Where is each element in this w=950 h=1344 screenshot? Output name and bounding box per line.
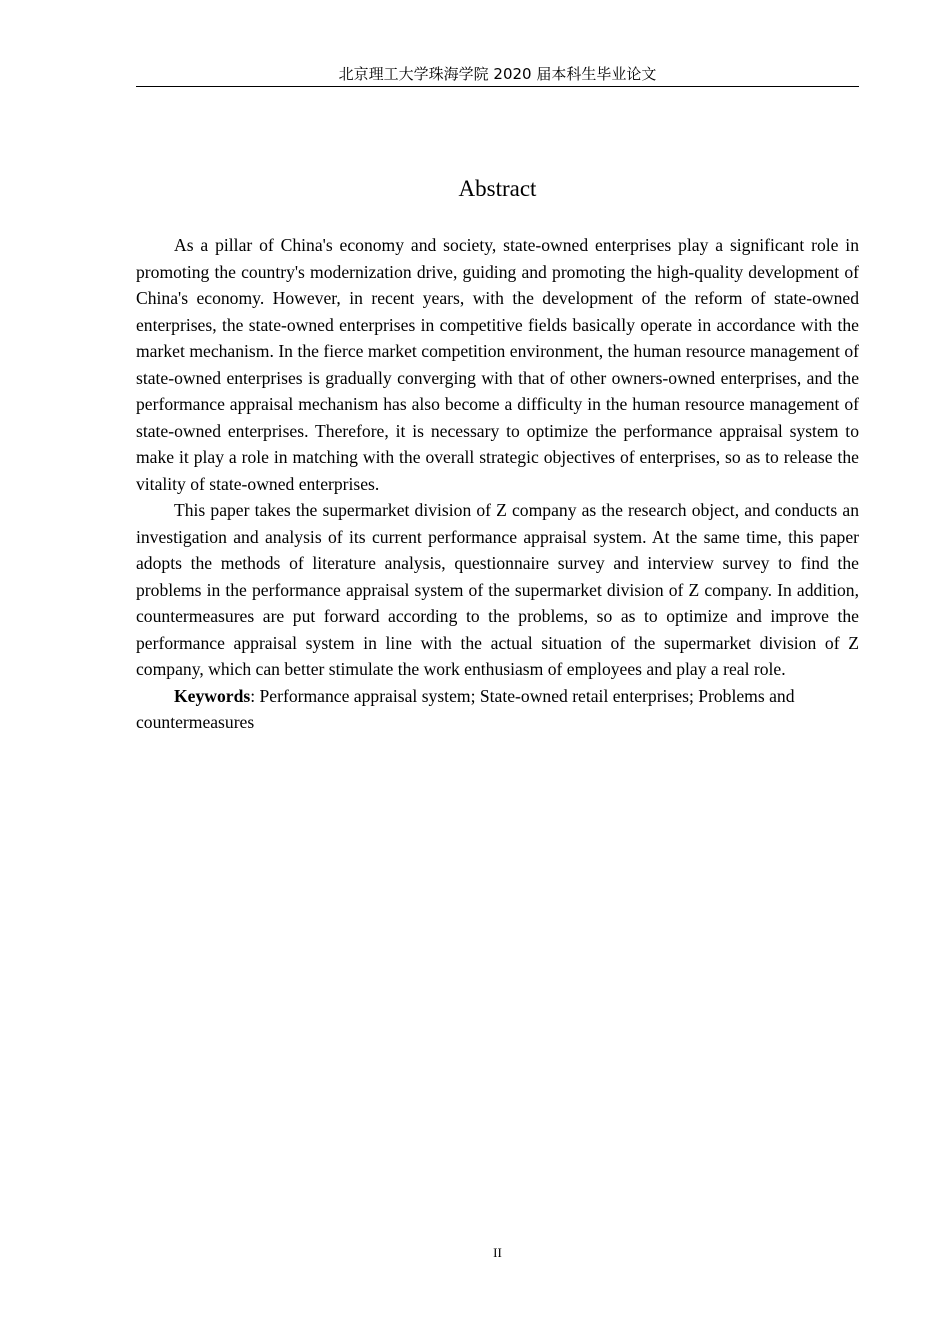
running-header: 北京理工大学珠海学院 2020 届本科生毕业论文 [338, 65, 657, 83]
keywords-label: Keywords [174, 685, 251, 706]
keywords-text: : Performance appraisal system; State-owned retail enterprises; Problems and countermeasures [136, 685, 795, 732]
page-number: II [493, 1245, 502, 1260]
header-rule [136, 86, 859, 87]
abstract-body [136, 232, 859, 736]
abstract-paragraph-2: This paper takes the supermarket division of Z company as the research object, and conducts an investigation and analysis of its current performance appraisal system. At the same time, this paper adopts the methods of literature analysis, questionnaire survey and interview survey to find the problems in the performance appraisal system of the supermarket division of Z company. In addition, countermeasures are put forward according to the problems, so as to optimize and improve the performance appraisal system in line with the actual situation of the supermarket division of Z company, which can better stimulate the work enthusiasm of employees and play a real role. [136, 500, 859, 679]
abstract-paragraph-1: As a pillar of China's economy and society, state-owned enterprises play a significant role in promoting the country's modernization drive, guiding and promoting the high-quality development of China's economy. However, in recent years, with the development of the reform of state-owned enterprises, the state-owned enterprises in competitive fields basically operate in accordance with the market mechanism. In the fierce market competition environment, the human resource management of state-owned enterprises is gradually converging with that of other owners-owned enterprises, and the performance appraisal mechanism has also become a difficulty in the human resource management of state-owned enterprises. Therefore, it is necessary to optimize the performance appraisal system to make it play a role in matching with the overall strategic objectives of enterprises, so as to release the vitality of state-owned enterprises. [136, 235, 859, 494]
keywords-line [136, 683, 859, 736]
page-title: Abstract [458, 176, 537, 201]
